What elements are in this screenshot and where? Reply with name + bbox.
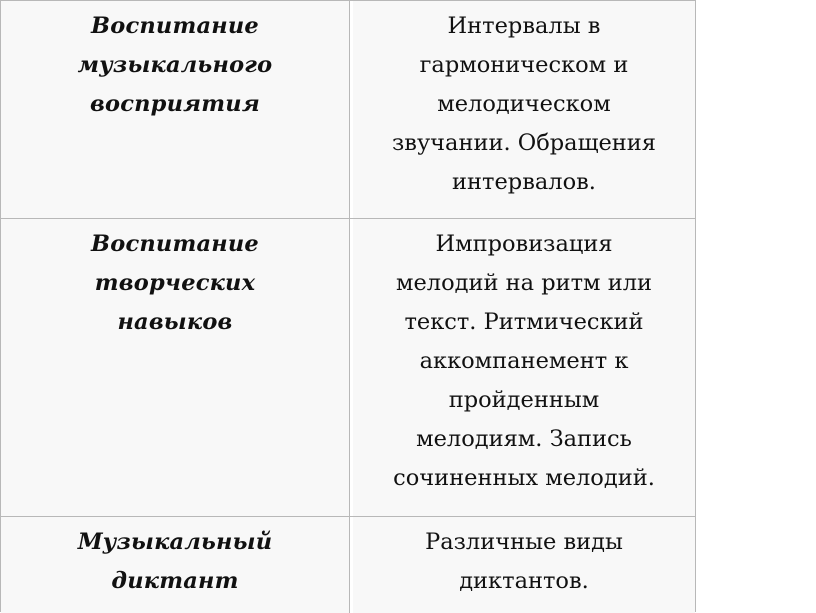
row-content-line: мелодий на ритм или [395,270,652,296]
row-label-cell [1,219,350,516]
row-label-cell [1,1,350,218]
row-content-line: звучании. Обращения [392,130,656,156]
row-content-line: мелодиям. Запись [416,426,632,452]
row-label-line: навыков [117,309,233,335]
row-content-line: мелодическом [437,91,611,117]
row-content-line: пройденным [448,387,600,413]
row-content-line: Различные виды [425,529,623,555]
row-label-line: диктант [111,568,239,594]
table-row [1,517,695,613]
row-label-line: восприятия [90,91,260,117]
row-content-line: сочиненных мелодий. [393,465,655,491]
row-label-line: Музыкальный [77,529,273,555]
table-row [1,1,695,219]
row-label-cell [1,517,350,613]
row-content-cell [353,219,695,516]
table-row [1,219,695,517]
row-label-line: творческих [94,270,256,296]
row-content-line: Импровизация [435,231,613,257]
row-content-cell [353,517,695,613]
row-content-cell [353,1,695,218]
row-content-line: диктантов. [459,568,589,594]
row-label-line: Воспитание [91,13,259,39]
row-content-line: аккомпанемент к [419,348,629,374]
row-content-line: интервалов. [452,169,596,195]
row-label-line: музыкального [77,52,273,78]
row-content-line: текст. Ритмический [404,309,644,335]
row-content-line: гармоническом и [419,52,629,78]
row-content-line: Интервалы в [447,13,601,39]
row-label-line: Воспитание [91,231,259,257]
